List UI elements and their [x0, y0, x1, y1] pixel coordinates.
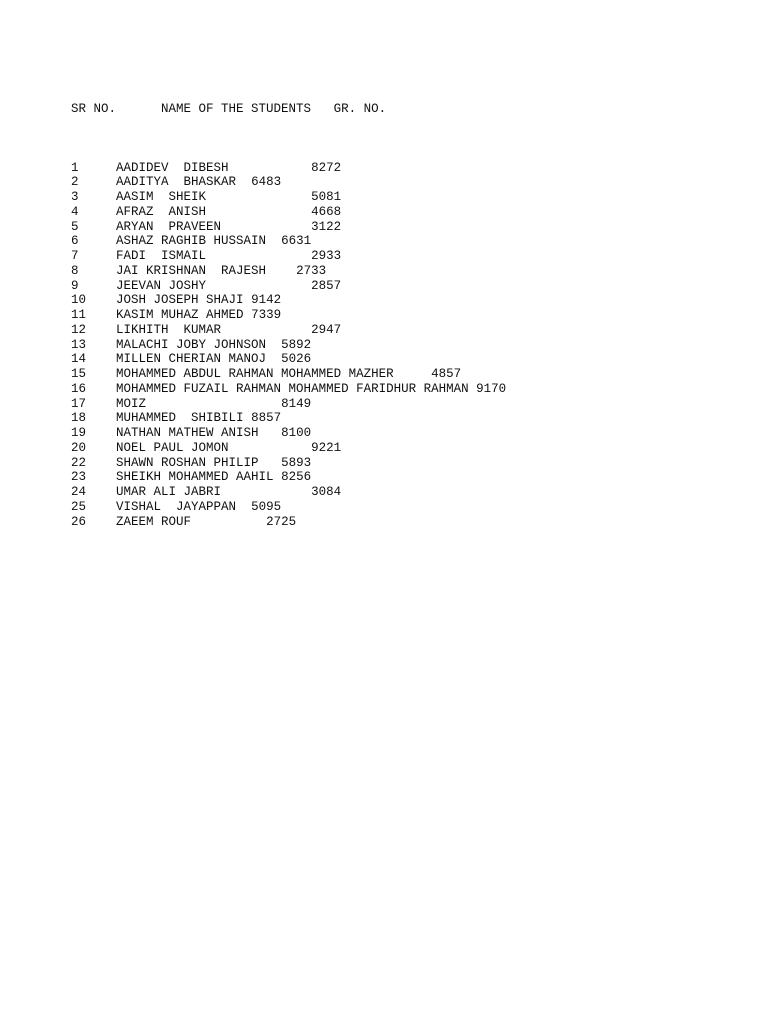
- student-name-cell: VISHAL JAYAPPAN: [116, 499, 237, 514]
- sr-no-cell: 3: [71, 190, 79, 204]
- sr-no-cell: 7: [71, 249, 79, 263]
- table-row: [71, 441, 506, 456]
- table-row: [71, 515, 506, 530]
- sr-no-cell: 12: [71, 322, 87, 337]
- sr-no-cell: 6: [71, 234, 79, 249]
- sr-no-cell: 24: [71, 485, 87, 499]
- student-name-cell: SHEIKH MOHAMMED AAHIL: [116, 470, 274, 485]
- gr-no-cell: 2725: [266, 514, 297, 529]
- sr-no-header: SR NO.: [71, 101, 117, 116]
- table-row: [71, 323, 506, 338]
- gr-no-cell: 5095: [251, 499, 282, 514]
- gr-no-cell: 4668: [311, 204, 342, 219]
- gr-no-cell: 8272: [311, 160, 342, 175]
- student-name-cell: ASHAZ RAGHIB HUSSAIN: [116, 234, 267, 249]
- gr-no-cell: 4857: [431, 367, 462, 381]
- table-row: [71, 382, 506, 397]
- sr-no-cell: 18: [71, 411, 87, 426]
- table-row: [71, 308, 506, 323]
- student-name-cell: MUHAMMED SHIBILI: [116, 411, 244, 426]
- table-row: [71, 426, 506, 441]
- gr-no-cell: 7339: [251, 308, 282, 322]
- gr-no-cell: 8256: [281, 470, 312, 485]
- student-name-cell: NOEL PAUL JOMON: [116, 440, 229, 455]
- gr-no-cell: 5892: [281, 337, 312, 352]
- gr-no-cell: 5893: [281, 455, 312, 470]
- student-list: [71, 72, 506, 529]
- table-row: [71, 205, 506, 220]
- gr-no-cell: 9142: [251, 293, 282, 308]
- student-name-cell: MALACHI JOBY JOHNSON: [116, 337, 267, 352]
- gr-no-cell: 5026: [281, 352, 312, 367]
- gr-no-cell: 9170: [476, 381, 507, 396]
- table-row: [71, 411, 506, 426]
- gr-no-cell: 3122: [311, 219, 342, 234]
- sr-no-cell: 9: [71, 278, 79, 293]
- gr-no-cell: 5081: [311, 190, 342, 204]
- student-name-cell: SHAWN ROSHAN PHILIP: [116, 455, 259, 470]
- student-name-cell: MOIZ: [116, 396, 147, 411]
- sr-no-cell: 2: [71, 175, 79, 190]
- gr-no-cell: 2733: [296, 263, 327, 278]
- student-name-cell: MOHAMMED FUZAIL RAHMAN MOHAMMED FARIDHUR RAHMAN: [116, 381, 469, 396]
- table-row: [71, 470, 506, 485]
- sr-no-cell: 26: [71, 514, 87, 529]
- table-row: [71, 234, 506, 249]
- gr-no-cell: 8857: [251, 411, 282, 426]
- name-header: NAME OF THE STUDENTS: [161, 101, 312, 116]
- sr-no-cell: 4: [71, 204, 79, 219]
- sr-no-cell: 19: [71, 426, 87, 440]
- student-name-cell: AADITYA BHASKAR: [116, 175, 237, 190]
- table-row: [71, 220, 506, 235]
- sr-no-cell: 22: [71, 455, 87, 470]
- table-row: [71, 279, 506, 294]
- student-name-cell: AASIM SHEIK: [116, 190, 207, 204]
- gr-no-cell: 3084: [311, 485, 342, 499]
- sr-no-cell: 17: [71, 396, 87, 411]
- gr-no-header: GR. NO.: [333, 101, 387, 116]
- student-name-cell: ARYAN PRAVEEN: [116, 219, 222, 234]
- sr-no-cell: 20: [71, 440, 87, 455]
- sr-no-cell: 13: [71, 337, 87, 352]
- sr-no-cell: 8: [71, 263, 79, 278]
- gr-no-cell: 8100: [281, 426, 312, 440]
- table-row: [71, 249, 506, 264]
- sr-no-cell: 1: [71, 160, 79, 175]
- table-row: [71, 190, 506, 205]
- student-name-cell: UMAR ALI JABRI: [116, 485, 222, 499]
- sr-no-cell: 10: [71, 293, 87, 308]
- table-row: [71, 293, 506, 308]
- gr-no-cell: 2857: [311, 278, 342, 293]
- gr-no-cell: 8149: [281, 396, 312, 411]
- gr-no-cell: 2933: [311, 249, 342, 263]
- student-name-cell: JOSH JOSEPH SHAJI: [116, 293, 244, 308]
- column-header-row: [71, 102, 506, 117]
- sr-no-cell: 11: [71, 308, 87, 322]
- student-name-cell: JEEVAN JOSHY: [116, 278, 207, 293]
- sr-no-cell: 16: [71, 381, 87, 396]
- table-row: [71, 264, 506, 279]
- gr-no-cell: 6631: [281, 234, 312, 249]
- student-name-cell: AADIDEV DIBESH: [116, 160, 229, 175]
- table-row: [71, 175, 506, 190]
- sr-no-cell: 23: [71, 470, 87, 485]
- sr-no-cell: 15: [71, 367, 87, 381]
- table-row: [71, 367, 506, 382]
- table-row: [71, 352, 506, 367]
- gr-no-cell: 6483: [251, 175, 282, 190]
- table-row: [71, 500, 506, 515]
- table-row: [71, 485, 506, 500]
- student-name-cell: FADI ISMAIL: [116, 249, 207, 263]
- student-name-cell: JAI KRISHNAN RAJESH: [116, 263, 267, 278]
- table-row: [71, 397, 506, 412]
- table-row: [71, 338, 506, 353]
- table-row: [71, 161, 506, 176]
- table-row: [71, 456, 506, 471]
- sr-no-cell: 5: [71, 219, 79, 234]
- student-name-cell: MILLEN CHERIAN MANOJ: [116, 352, 267, 367]
- student-name-cell: KASIM MUHAZ AHMED: [116, 308, 244, 322]
- gr-no-cell: 9221: [311, 440, 342, 455]
- student-name-cell: LIKHITH KUMAR: [116, 322, 222, 337]
- student-name-cell: NATHAN MATHEW ANISH: [116, 426, 259, 440]
- student-name-cell: AFRAZ ANISH: [116, 204, 207, 219]
- gr-no-cell: 2947: [311, 322, 342, 337]
- student-name-cell: ZAEEM ROUF: [116, 514, 192, 529]
- sr-no-cell: 25: [71, 499, 87, 514]
- sr-no-cell: 14: [71, 352, 87, 367]
- student-name-cell: MOHAMMED ABDUL RAHMAN MOHAMMED MAZHER: [116, 367, 394, 381]
